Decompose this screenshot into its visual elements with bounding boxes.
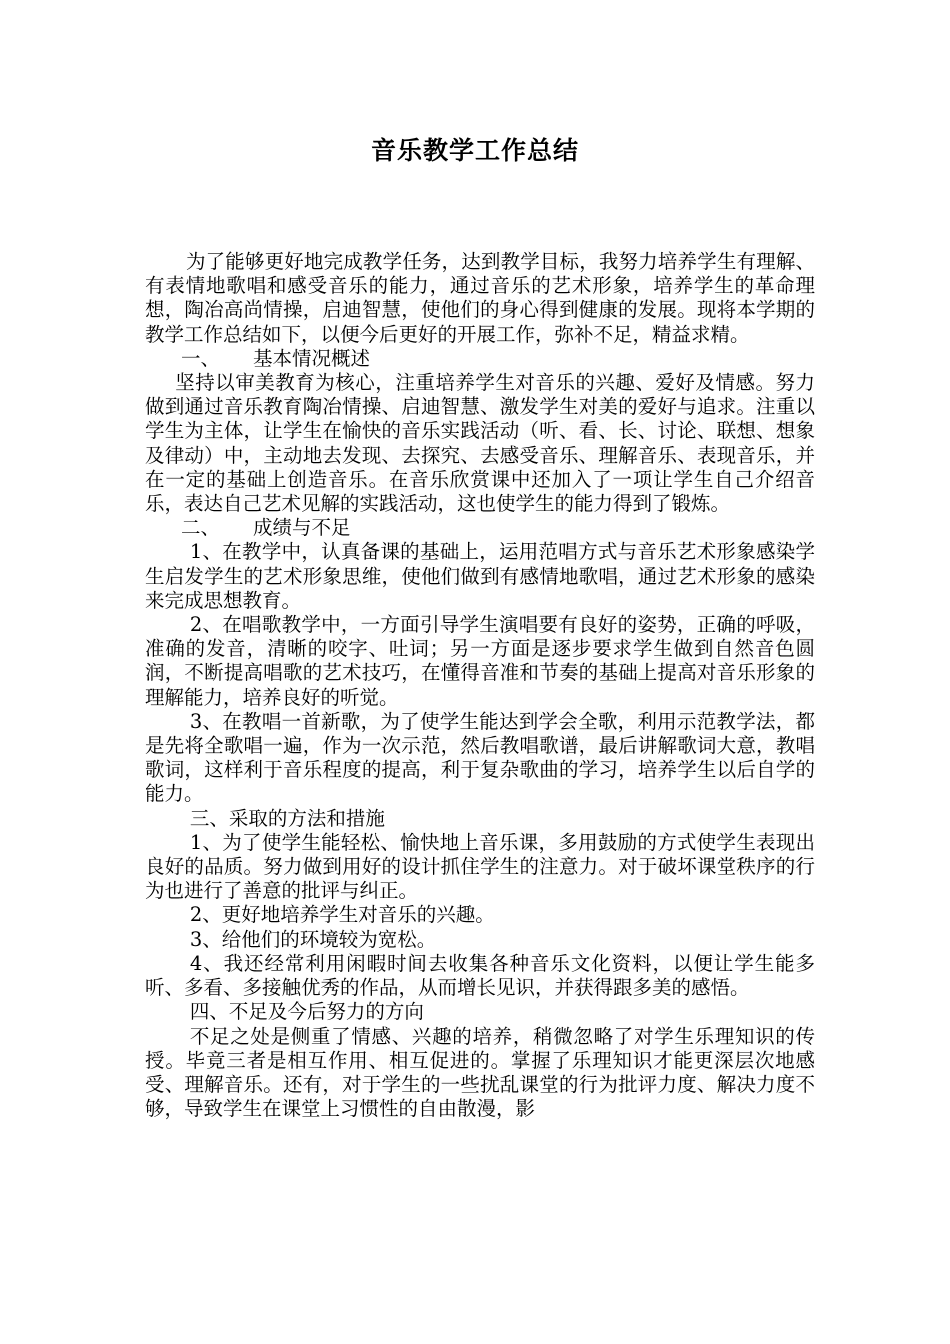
section-2-title: 成绩与不足 <box>253 516 351 540</box>
section-1-title: 基本情况概述 <box>253 346 371 370</box>
section-2-heading <box>145 516 815 540</box>
section-3-item: 3、给他们的环境较为宽松。 <box>189 927 437 951</box>
section-2-item: 1、在教学中，认真备课的基础上，运用范唱方式与音乐艺术形象感染学生启发学生的艺术形象思维，使他们做到有感情地歌唱，通过艺术形象的感染来完成思想教育。 <box>145 540 815 612</box>
section-3-item: 4、我还经常利用闲暇时间去收集各种音乐文化资料，以便让学生能多听、多看、多接触优秀的作品，从而增长见识，并获得跟多美的感悟。 <box>145 951 815 1000</box>
document-body <box>145 250 815 1121</box>
section-1-heading <box>145 347 815 371</box>
section-2-item: 2、在唱歌教学中，一方面引导学生演唱要有良好的姿势，正确的呼吸，准确的发音，清晰的咬字、吐词；另一方面是逐步要求学生做到自然音色圆润，不断提高唱歌的艺术技巧，在懂得音准和节奏的基础上提高对音乐形象的理解能力，培养良好的听觉。 <box>145 613 815 709</box>
section-3-heading: 三、采取的方法和措施 <box>189 806 385 830</box>
section-3-item: 1、为了使学生能轻松、愉快地上音乐课，多用鼓励的方式使学生表现出良好的品质。努力做到用好的设计抓住学生的注意力。对于破坏课堂秩序的行为也进行了善意的批评与纠正。 <box>145 830 815 903</box>
section-2-number: 二、 <box>181 516 221 540</box>
section-1-paragraph: 坚持以审美教育为核心，注重培养学生对音乐的兴趣、爱好及情感。努力做到通过音乐教育陶冶情操、启迪智慧、激发学生对美的爱好与追求。注重以学生为主体，让学生在愉快的音乐实践活动（听、看、长、讨论、联想、想象及律动）中，主动地去发现、去探究、去感受音乐、理解音乐、表现音乐，并在一定的基础上创造音乐。在音乐欣赏课中还加入了一项让学生自己介绍音乐，表达自己艺术见解的实践活动，这也使学生的能力得到了锻炼。 <box>145 371 815 516</box>
section-2-item: 3、在教唱一首新歌，为了使学生能达到学会全歌，利用示范教学法，都是先将全歌唱一遍，作为一次示范，然后教唱歌谱，最后讲解歌词大意，教唱歌词，这样利于音乐程度的提高，利于复杂歌曲的学习，培养学生以后自学的能力。 <box>145 709 815 806</box>
intro-paragraph: 为了能够更好地完成教学任务，达到教学目标，我努力培养学生有理解、有表情地歌唱和感受音乐的能力，通过音乐的艺术形象，培养学生的革命理想，陶冶高尚情操，启迪智慧，使他们的身心得到健康的发展。现将本学期的教学工作总结如下，以便今后更好的开展工作，弥补不足，精益求精。 <box>145 250 815 346</box>
section-4-paragraph: 不足之处是侧重了情感、兴趣的培养，稍微忽略了对学生乐理知识的传授。毕竟三者是相互作用、相互促进的。掌握了乐理知识才能更深层次地感受、理解音乐。还有，对于学生的一些扰乱课堂的行为批评力度、解决力度不够，导致学生在课堂上习惯性的自由散漫，影 <box>145 1024 815 1121</box>
section-3-item: 2、更好地培养学生对音乐的兴趣。 <box>189 903 495 927</box>
document-title: 音乐教学工作总结 <box>370 136 579 165</box>
section-4-heading: 四、不足及今后努力的方向 <box>189 1000 424 1024</box>
section-1-number: 一、 <box>181 346 221 370</box>
